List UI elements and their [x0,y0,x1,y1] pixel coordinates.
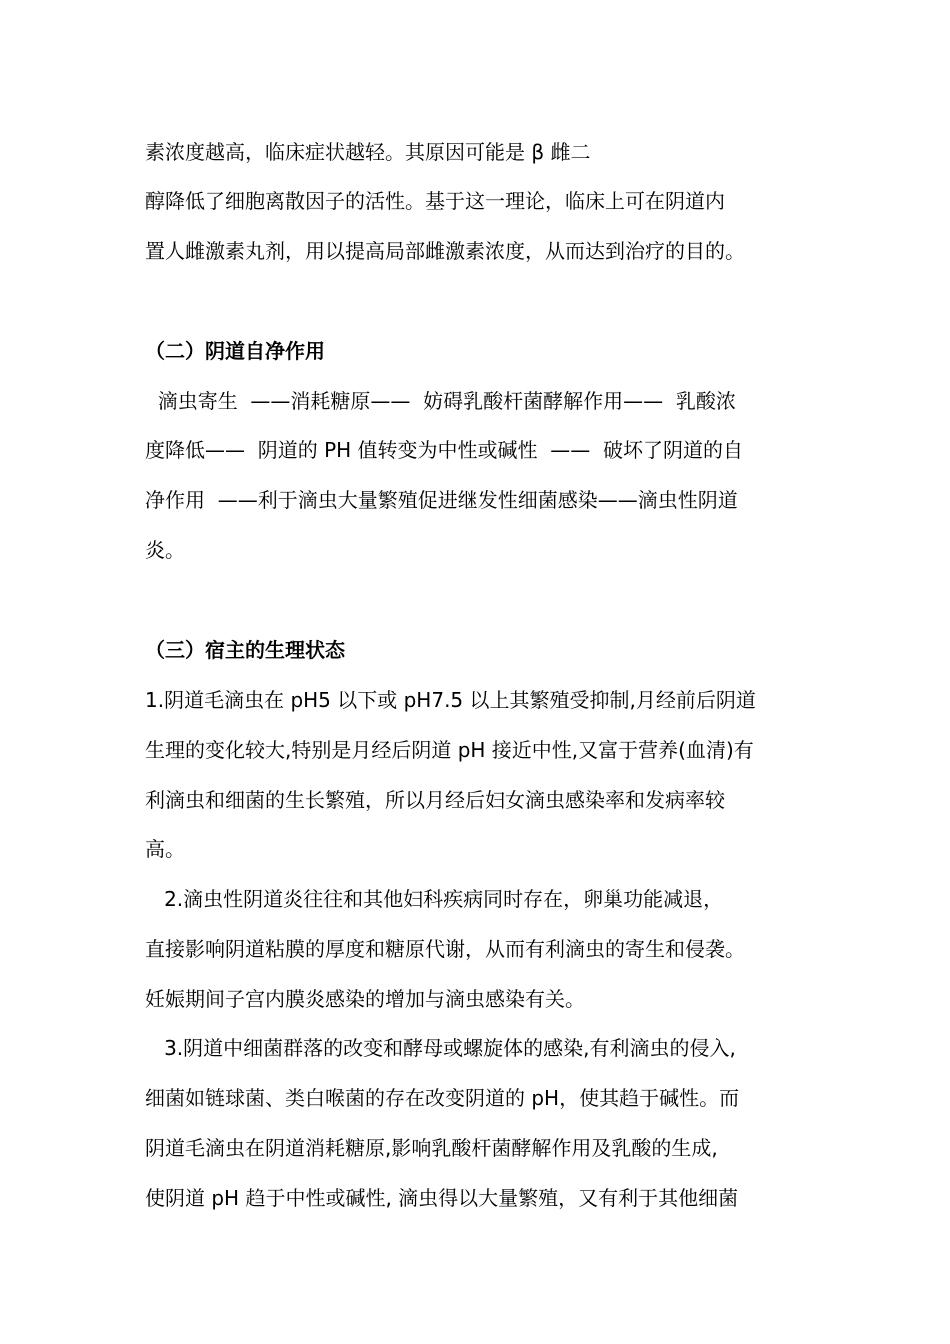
paragraph-line: 使阴道 pH 趋于中性或碱性, 滴虫得以大量繁殖，又有利于其他细菌 [145,1186,739,1210]
paragraph-line: 细菌如链球菌、类白喉菌的存在改变阴道的 pH，使其趋于碱性。而 [145,1086,740,1110]
paragraph-line: 1.阴道毛滴虫在 pH5 以下或 pH7.5 以上其繁殖受抑制,月经前后阴道 [145,688,756,712]
paragraph-line: 3.阴道中细菌群落的改变和酵母或螺旋体的感染,有利滴虫的侵入, [145,1036,736,1060]
paragraph-line: 素浓度越高，临床症状越轻。其原因可能是 β 雌二 [145,140,591,164]
paragraph-line: 炎。 [145,538,185,562]
paragraph-line: 净作用 ——利于滴虫大量繁殖促进继发性细菌感染——滴虫性阴道 [145,488,738,512]
section-heading: （三）宿主的生理状态 [145,638,345,662]
paragraph-line: 度降低—— 阴道的 PH 值转变为中性或碱性 —— 破坏了阴道的自 [145,438,743,462]
paragraph-line: 滴虫寄生 ——消耗糖原—— 妨碍乳酸杆菌酵解作用—— 乳酸浓 [145,389,736,413]
paragraph-line: 阴道毛滴虫在阴道消耗糖原,影响乳酸杆菌酵解作用及乳酸的生成, [145,1136,718,1160]
section-heading: （二）阴道自净作用 [145,339,325,363]
paragraph-line: 高。 [145,837,185,861]
paragraph-line: 2.滴虫性阴道炎往往和其他妇科疾病同时存在，卵巢功能减退， [145,887,724,911]
paragraph-line: 置人雌激素丸剂，用以提高局部雌激素浓度，从而达到治疗的目的。 [145,239,745,263]
paragraph-line: 直接影响阴道粘膜的厚度和糖原代谢，从而有利滴虫的寄生和侵袭。 [145,937,745,961]
paragraph-line: 妊娠期间子宫内膜炎感染的增加与滴虫感染有关。 [145,987,585,1011]
paragraph-line: 利滴虫和细菌的生长繁殖，所以月经后妇女滴虫感染率和发病率较 [145,788,725,812]
paragraph-line: 醇降低了细胞离散因子的活性。基于这一理论，临床上可在阴道内 [145,189,725,213]
paragraph-line: 生理的变化较大,特别是月经后阴道 pH 接近中性,又富于营养(血清)有 [145,738,754,762]
